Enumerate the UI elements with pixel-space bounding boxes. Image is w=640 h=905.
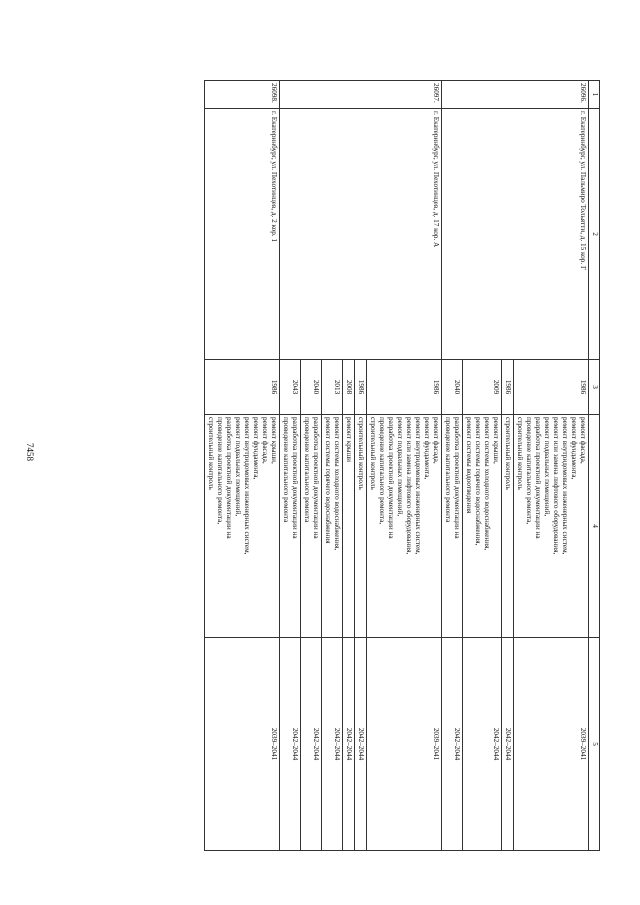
year-cell: 2008 — [343, 360, 355, 415]
works-cell — [367, 415, 442, 638]
period-cell: 2039–2041 — [514, 638, 589, 851]
work-item: проведение капитального ремонта, — [525, 417, 533, 525]
period-cell: 2042–2044 — [301, 638, 322, 851]
work-item: разработка проектной документации на — [453, 417, 461, 539]
work-item: ремонт фундамента, — [570, 417, 578, 480]
work-item: строительный контроль — [207, 417, 215, 490]
work-item: ремонт подвальных помещений, — [396, 417, 404, 517]
year-cell: 2043 — [280, 360, 301, 415]
work-item: ремонт фасада, — [579, 417, 587, 464]
building-address: г. Екатеринбург, ул. Пехотинцев, д. 17 кор. А — [280, 109, 442, 360]
table-row — [367, 81, 442, 851]
period-cell: 2042–2044 — [502, 638, 514, 851]
table-row — [205, 81, 280, 851]
period-cell: 2042–2044 — [322, 638, 343, 851]
work-item: ремонт системы холодного водоснабжения, — [483, 417, 491, 551]
work-item: ремонт фундамента, — [423, 417, 431, 480]
works-cell — [502, 415, 514, 638]
period-cell: 2039–2041 — [367, 638, 442, 851]
work-item: строительный контроль — [369, 417, 377, 490]
period-cell: 2042–2044 — [343, 638, 355, 851]
period-cell: 2042–2044 — [463, 638, 502, 851]
work-item: разработка проектной документации на — [225, 417, 233, 539]
work-item: ремонт фасада, — [261, 417, 269, 464]
year-cell: 2040 — [301, 360, 322, 415]
header-cell: 5 — [589, 638, 600, 851]
work-item: ремонт крыши — [345, 417, 353, 463]
work-item: проведение капитального ремонта — [444, 417, 452, 523]
column-number-row — [589, 81, 600, 851]
work-item: ремонт внутридомовых инженерных систем, — [561, 417, 569, 555]
period-cell: 2039–2041 — [205, 638, 280, 851]
work-item: ремонт подвальных помещений, — [234, 417, 242, 517]
work-item: ремонт внутридомовых инженерных систем, — [243, 417, 251, 555]
works-cell — [322, 415, 343, 638]
work-item: ремонт или замена лифтового оборудования, — [405, 417, 413, 555]
year-cell: 1986 — [367, 360, 442, 415]
period-cell: 2042–2044 — [442, 638, 463, 851]
building-address: г. Екатеринбург, ул. Пальмиро Тольятти, д. 15 кор. Г — [442, 109, 589, 360]
works-cell — [301, 415, 322, 638]
header-cell: 1 — [589, 81, 600, 109]
year-cell: 1986 — [514, 360, 589, 415]
work-item: проведение капитального ремонта, — [378, 417, 386, 525]
works-cell — [280, 415, 301, 638]
record-number: 26098. — [205, 81, 280, 109]
works-cell — [355, 415, 367, 638]
work-item: разработка проектной документации на — [291, 417, 299, 539]
period-cell: 2042–2044 — [280, 638, 301, 851]
work-item: строительный контроль — [357, 417, 365, 490]
work-item: ремонт подвальных помещений, — [543, 417, 551, 517]
work-item: ремонт внутридомовых инженерных систем, — [414, 417, 422, 555]
works-cell — [205, 415, 280, 638]
year-cell: 1986 — [355, 360, 367, 415]
work-item: разработка проектной документации на — [534, 417, 542, 539]
period-cell: 2042–2044 — [355, 638, 367, 851]
work-item: проведение капитального ремонта — [282, 417, 290, 523]
rotated-table-container — [84, 80, 600, 850]
work-item: ремонт системы холодного водоснабжения, — [333, 417, 341, 551]
work-item: строительный контроль — [504, 417, 512, 490]
header-cell: 2 — [589, 109, 600, 360]
work-item: проведение капитального ремонта, — [216, 417, 224, 525]
header-cell: 4 — [589, 415, 600, 638]
work-item: ремонт системы горячего водоснабжения — [324, 417, 332, 544]
work-item: разработка проектной документации на — [312, 417, 320, 539]
works-cell — [463, 415, 502, 638]
building-address: г. Екатеринбург, ул. Пехотинцев, д. 2 кор. 1 — [205, 109, 280, 360]
table-row — [514, 81, 589, 851]
work-item: строительный контроль — [516, 417, 524, 490]
capital-repair-table — [204, 80, 600, 851]
work-item: разработка проектной документации на — [387, 417, 395, 539]
work-item: ремонт фундамента, — [252, 417, 260, 480]
year-cell: 2013 — [322, 360, 343, 415]
work-item: ремонт крыши, — [270, 417, 278, 464]
works-cell — [343, 415, 355, 638]
year-cell: 2009 — [463, 360, 502, 415]
rotated-table-frame — [84, 80, 600, 850]
works-cell — [514, 415, 589, 638]
record-number: 26096. — [442, 81, 589, 109]
work-item: ремонт крыши, — [492, 417, 500, 464]
work-item: проведение капитального ремонта — [303, 417, 311, 523]
year-cell: 1986 — [502, 360, 514, 415]
work-item: ремонт фасада, — [432, 417, 440, 464]
year-cell: 1986 — [205, 360, 280, 415]
year-cell: 2040 — [442, 360, 463, 415]
works-cell — [442, 415, 463, 638]
work-item: ремонт или замена лифтового оборудования, — [552, 417, 560, 555]
work-item: ремонт системы водоотведения — [465, 417, 473, 514]
header-cell: 3 — [589, 360, 600, 415]
page-number: 7458 — [25, 443, 35, 461]
record-number: 26097. — [280, 81, 442, 109]
work-item: ремонт системы горячего водоснабжения, — [474, 417, 482, 546]
